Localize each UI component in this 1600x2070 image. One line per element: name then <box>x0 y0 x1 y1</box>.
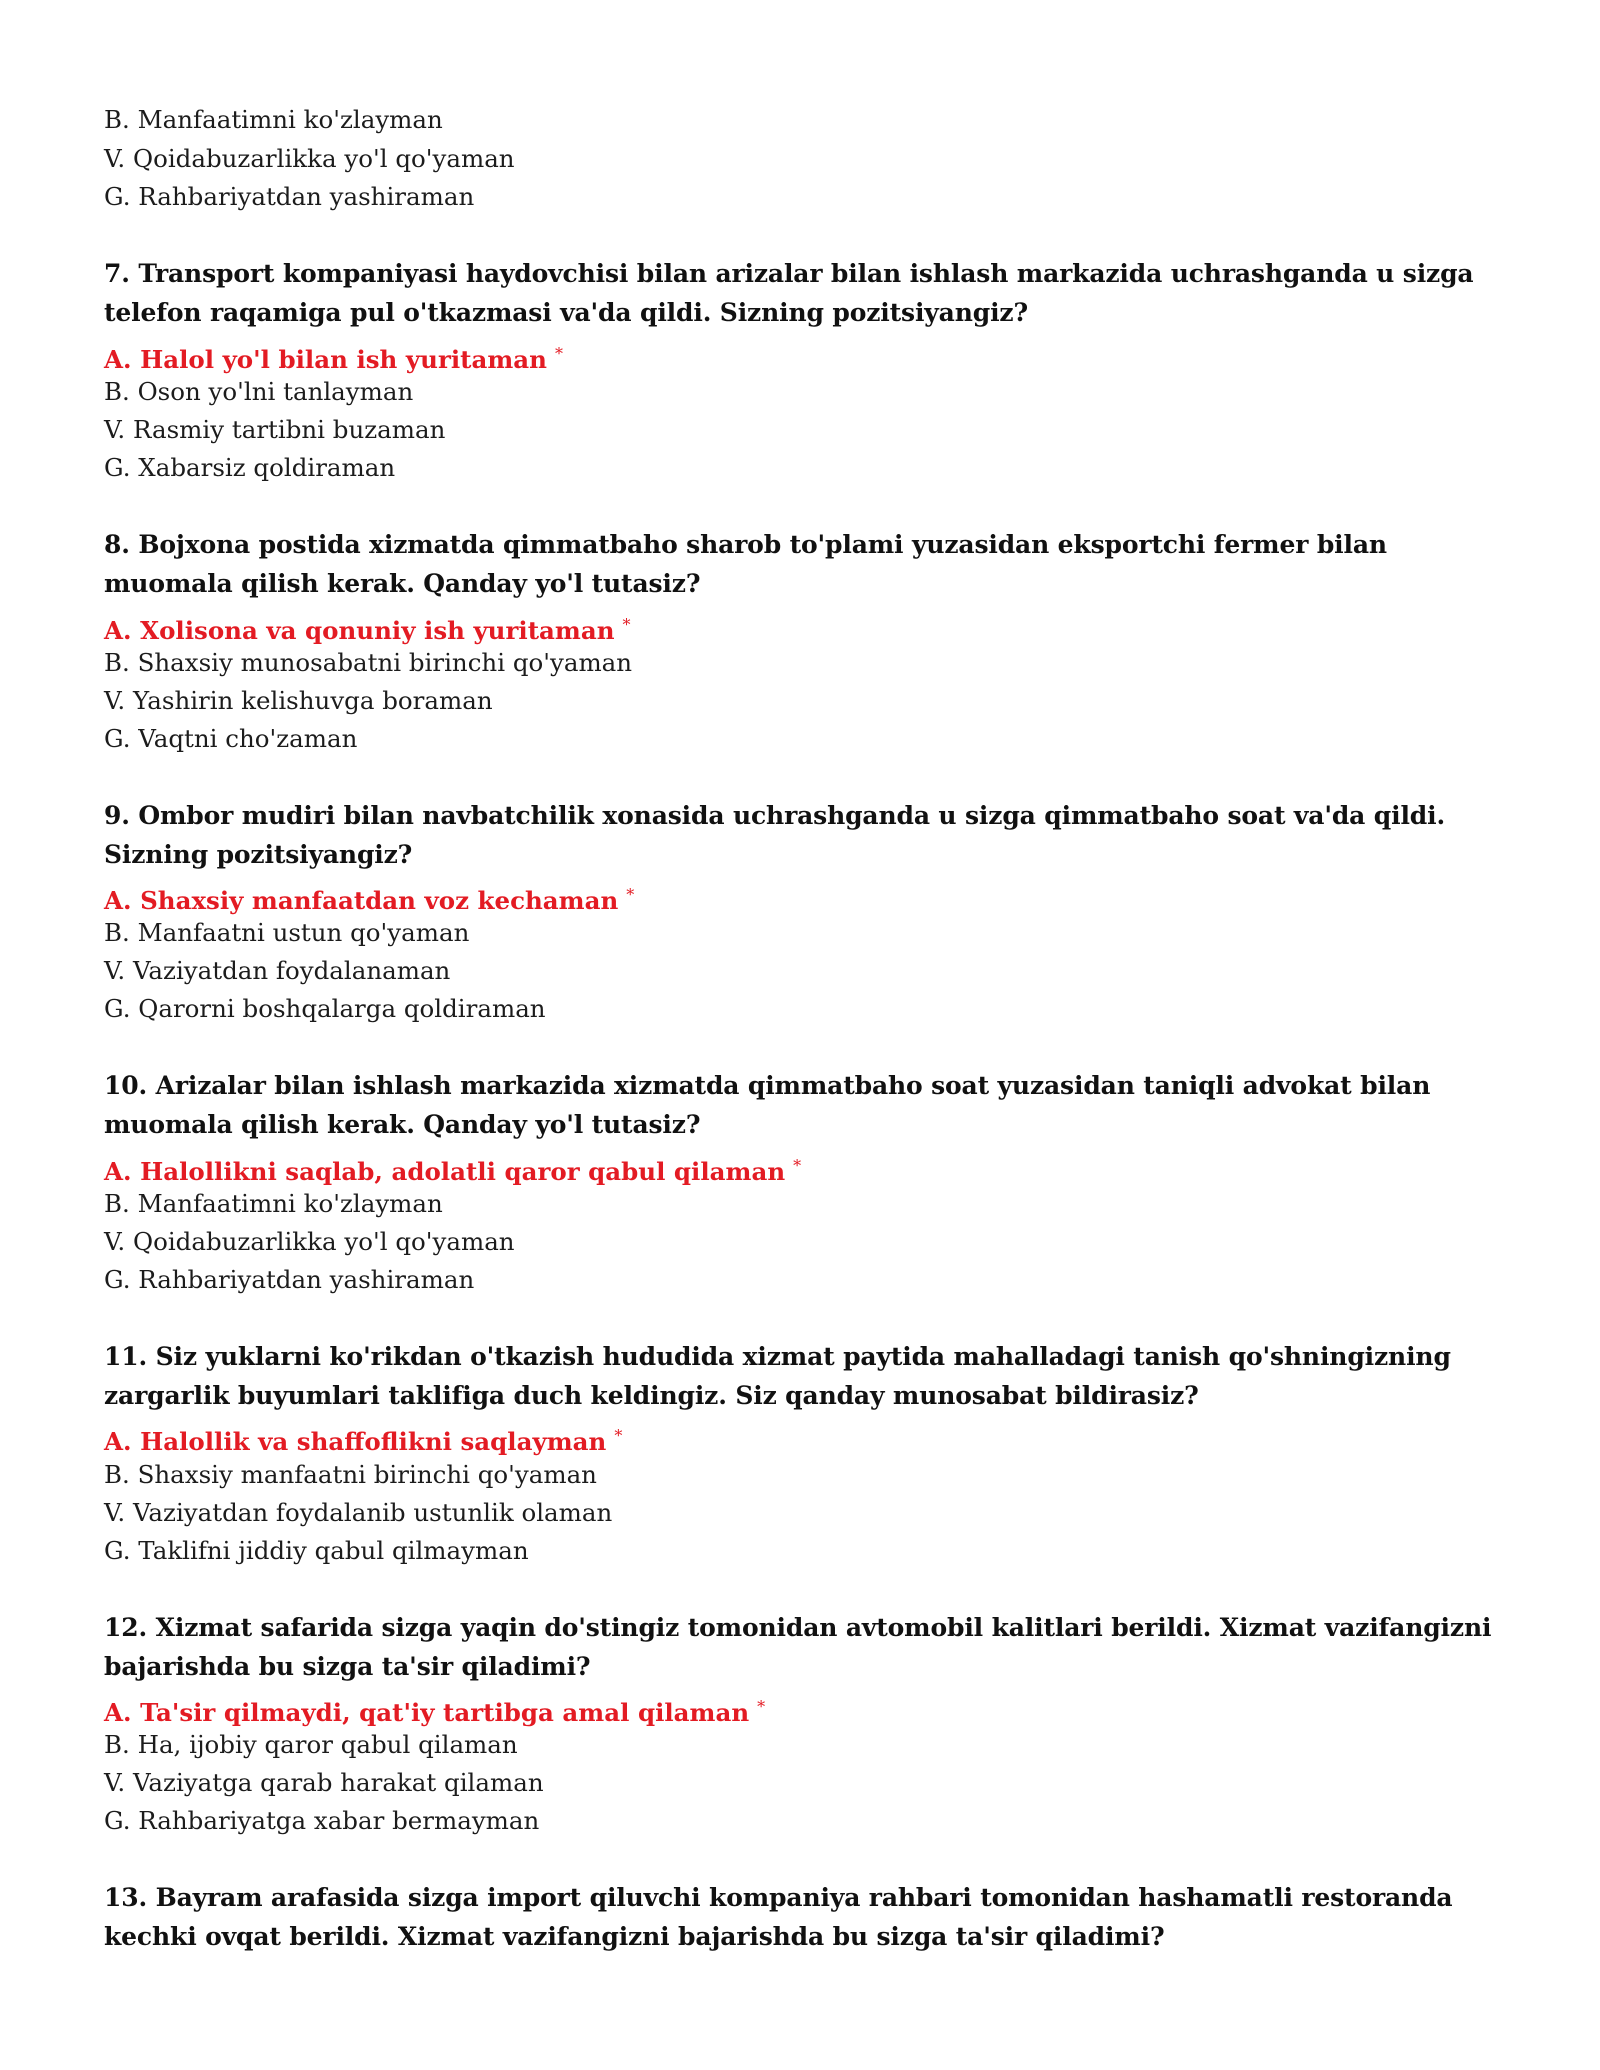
prev-option-b <box>104 101 443 139</box>
prev-option-v <box>104 140 515 178</box>
question-10-option-v <box>104 1223 515 1261</box>
option-label: G. Rahbariyatga xabar bermayman <box>104 1806 540 1835</box>
question-7: 7. Transport kompaniyasi haydovchisi bilan arizalar bilan ishlash markazida uchrashganda u sizga telefon raqamiga pul o'tkazmasi va'da qildi. Sizning pozitsiyangiz? <box>104 259 1474 327</box>
question-7-option-b <box>104 373 413 411</box>
option-label: A. Shaxsiy manfaatdan voz kechaman <box>104 886 619 915</box>
correct-star-icon: * <box>626 885 635 904</box>
option-label: A. Xolisona va qonuniy ish yuritaman <box>104 616 615 645</box>
option-label: B. Ha, ijobiy qaror qabul qilaman <box>104 1730 518 1759</box>
correct-star-icon: * <box>614 1426 623 1445</box>
option-label: A. Halol yo'l bilan ish yuritaman <box>104 345 547 374</box>
correct-star-icon: * <box>793 1156 802 1175</box>
option-label: B. Shaxsiy manfaatni birinchi qo'yaman <box>104 1460 597 1489</box>
option-label: V. Vaziyatga qarab harakat qilaman <box>104 1768 544 1797</box>
question-11-option-g <box>104 1532 529 1570</box>
question-9-option-g <box>104 990 546 1028</box>
option-label: G. Rahbariyatdan yashiraman <box>104 1265 475 1294</box>
question-11: 11. Siz yuklarni ko'rikdan o'tkazish hududida xizmat paytida mahalladagi tanish qo'shningizning zargarlik buyumlari taklifiga duch keldingiz. Siz qanday munosabat bildirasiz? <box>104 1342 1451 1410</box>
option-label: A. Ta'sir qilmaydi, qat'iy tartibga amal qilaman <box>104 1698 750 1727</box>
correct-star-icon: * <box>554 344 563 363</box>
question-12: 12. Xizmat safarida sizga yaqin do'stingiz tomonidan avtomobil kalitlari berildi. Xizmat vazifangizni bajarishda bu sizga ta'sir qiladimi? <box>104 1613 1492 1681</box>
question-12-option-v <box>104 1764 544 1802</box>
question-8-option-v <box>104 682 493 720</box>
question-11-option-b <box>104 1456 597 1494</box>
question-11-correct-answer <box>104 1417 622 1461</box>
prev-option-g <box>104 178 474 216</box>
question-10-option-b <box>104 1185 443 1223</box>
question-9-option-v <box>104 952 450 990</box>
question-13: 13. Bayram arafasida sizga import qiluvchi kompaniya rahbari tomonidan hashamatli restoranda kechki ovqat berildi. Xizmat vazifangizni bajarishda bu sizga ta'sir qiladimi? <box>104 1883 1453 1951</box>
option-label: B. Manfaatimni ko'zlayman <box>104 1189 443 1218</box>
option-label: A. Halollik va shaffoflikni saqlayman <box>104 1427 607 1456</box>
option-label: G. Rahbariyatdan yashiraman <box>104 182 475 211</box>
correct-star-icon: * <box>757 1697 766 1716</box>
option-label: A. Halollikni saqlab, adolatli qaror qabul qilaman <box>104 1157 786 1186</box>
question-12-option-g <box>104 1802 539 1840</box>
option-label: G. Xabarsiz qoldiraman <box>104 453 396 482</box>
question-10: 10. Arizalar bilan ishlash markazida xizmatda qimmatbaho soat yuzasidan taniqli advokat bilan muomala qilish kerak. Qanday yo'l tutasiz? <box>104 1071 1431 1139</box>
question-8-option-g <box>104 720 357 758</box>
option-label: V. Yashirin kelishuvga boraman <box>104 686 493 715</box>
question-8-option-b <box>104 644 632 682</box>
question-10-option-g <box>104 1261 474 1299</box>
question-12-option-b <box>104 1726 518 1764</box>
question-11-option-v <box>104 1494 612 1532</box>
question-9: 9. Ombor mudiri bilan navbatchilik xonasida uchrashganda u sizga qimmatbaho soat va'da qildi. Sizning pozitsiyangiz? <box>104 801 1446 869</box>
question-7-option-v <box>104 411 445 449</box>
correct-star-icon: * <box>622 615 631 634</box>
option-label: V. Vaziyatdan foydalanib ustunlik olaman <box>104 1498 613 1527</box>
option-label: B. Manfaatimni ko'zlayman <box>104 105 443 134</box>
option-label: B. Shaxsiy munosabatni birinchi qo'yaman <box>104 648 633 677</box>
option-label: B. Manfaatni ustun qo'yaman <box>104 918 470 947</box>
option-label: V. Vaziyatdan foydalanaman <box>104 956 451 985</box>
question-9-option-b <box>104 914 469 952</box>
option-label: V. Rasmiy tartibni buzaman <box>104 415 446 444</box>
option-label: V. Qoidabuzarlikka yo'l qo'yaman <box>104 1227 515 1256</box>
option-label: G. Taklifni jiddiy qabul qilmayman <box>104 1536 529 1565</box>
option-label: V. Qoidabuzarlikka yo'l qo'yaman <box>104 144 515 173</box>
question-8: 8. Bojxona postida xizmatda qimmatbaho sharob to'plami yuzasidan eksportchi fermer bilan muomala qilish kerak. Qanday yo'l tutasiz? <box>104 530 1387 598</box>
option-label: G. Vaqtni cho'zaman <box>104 724 358 753</box>
question-7-option-g <box>104 449 395 487</box>
option-label: B. Oson yo'lni tanlayman <box>104 377 414 406</box>
option-label: G. Qarorni boshqalarga qoldiraman <box>104 994 546 1023</box>
